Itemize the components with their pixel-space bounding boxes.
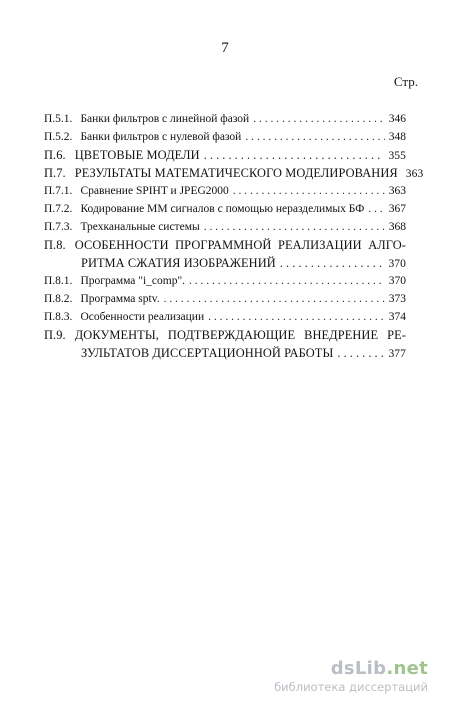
toc-entry-title: Кодирование ММ сигналов с помощью неразделимых БФ <box>80 203 365 215</box>
toc-entry-number: П.5.1. <box>44 113 73 125</box>
toc-entry-title: Особенности реализации <box>80 311 205 323</box>
toc-entry-number: П.8.2. <box>44 293 73 305</box>
toc-entry[interactable] <box>44 110 406 128</box>
toc-leader-dots <box>368 200 384 218</box>
page-number: 7 <box>221 40 229 56</box>
toc-entry-number: П.7.2. <box>44 203 73 215</box>
toc-entry-page: 355 <box>388 150 406 162</box>
toc-leader-dots <box>204 146 385 164</box>
toc-entry[interactable] <box>44 146 406 164</box>
page-column-header: Стр. <box>393 74 418 89</box>
toc-entry[interactable] <box>44 128 406 146</box>
toc-entry-title: ДОКУМЕНТЫ, ПОДТВЕРЖДАЮЩИЕ ВНЕДРЕНИЕ РЕ- <box>74 328 406 342</box>
watermark-subtitle: библиотека диссертаций <box>274 680 428 694</box>
toc-entry-number: П.7. <box>44 166 66 180</box>
toc-leader-dots <box>204 218 385 236</box>
toc-entry-number: П.6. <box>44 148 66 162</box>
toc-entry-title: РЕЗУЛЬТАТЫ МАТЕМАТИЧЕСКОГО МОДЕЛИРОВАНИЯ <box>74 166 398 180</box>
toc-entry-number: П.8.1. <box>44 275 73 287</box>
toc-entry-title: Трехканальные системы <box>80 221 200 233</box>
toc-entry-title: ОСОБЕННОСТИ ПРОГРАММНОЙ РЕАЛИЗАЦИИ АЛГО- <box>74 238 406 252</box>
toc-entry-continuation[interactable] <box>44 254 406 272</box>
toc-entry-page: 373 <box>388 293 406 305</box>
toc-entry-page: 346 <box>388 113 406 125</box>
toc-entry-page: 370 <box>388 258 406 270</box>
watermark-logo-accent: .net <box>386 658 428 679</box>
toc-entry-title: Программа "i_comp". <box>80 275 186 287</box>
toc-entry-number: П.5.2. <box>44 131 73 143</box>
watermark-logo <box>274 658 428 679</box>
toc-leader-dots <box>253 110 385 128</box>
toc-entry-page: 367 <box>388 203 406 215</box>
toc-entry-title: Банки фильтров с линейной фазой <box>80 113 250 125</box>
toc-entry[interactable] <box>44 218 406 236</box>
toc-leader-dots <box>189 272 385 290</box>
toc-entry-number: П.8. <box>44 238 66 252</box>
toc-entry-number: П.8.3. <box>44 311 73 323</box>
toc-leader-dots <box>233 182 385 200</box>
toc-entry-title: ЦВЕТОВЫЕ МОДЕЛИ <box>74 148 200 162</box>
toc-entry[interactable] <box>44 236 406 254</box>
toc-leader-dots <box>280 254 385 272</box>
toc-entry-title: ЗУЛЬТАТОВ ДИССЕРТАЦИОННОЙ РАБОТЫ <box>81 346 334 360</box>
toc-entry[interactable] <box>44 164 424 182</box>
toc-entry-title: Банки фильтров с нулевой фазой <box>80 131 242 143</box>
toc-entry[interactable] <box>44 290 406 308</box>
toc-leader-dots <box>337 344 384 362</box>
toc-entry-number: П.7.3. <box>44 221 73 233</box>
toc-entry-title: РИТМА СЖАТИЯ ИЗОБРАЖЕНИЙ <box>81 256 276 270</box>
watermark-logo-main: dsLib <box>330 658 387 679</box>
toc-entry-number: П.9. <box>44 328 66 342</box>
toc-leader-dots <box>164 290 385 308</box>
toc-entry-title: Программа sptv. <box>80 293 160 305</box>
toc-entry-title: Сравнение SPIHT и JPEG2000 <box>80 185 229 197</box>
toc-entry[interactable] <box>44 272 406 290</box>
table-of-contents <box>44 110 424 362</box>
toc-entry-page: 363 <box>405 168 424 180</box>
toc-entry-page: 370 <box>388 275 406 287</box>
toc-entry[interactable] <box>44 308 406 326</box>
toc-entry-page: 348 <box>388 131 406 143</box>
toc-entry-continuation[interactable] <box>44 344 406 362</box>
toc-entry-page: 377 <box>388 348 406 360</box>
toc-entry-number: П.7.1. <box>44 185 73 197</box>
watermark[interactable] <box>274 658 428 694</box>
toc-entry[interactable] <box>44 182 406 200</box>
toc-entry[interactable] <box>44 326 406 344</box>
toc-entry-page: 363 <box>388 185 406 197</box>
toc-leader-dots <box>208 308 385 326</box>
toc-entry-page: 374 <box>388 311 406 323</box>
toc-leader-dots <box>245 128 384 146</box>
toc-entry[interactable] <box>44 200 406 218</box>
toc-entry-page: 368 <box>388 221 406 233</box>
